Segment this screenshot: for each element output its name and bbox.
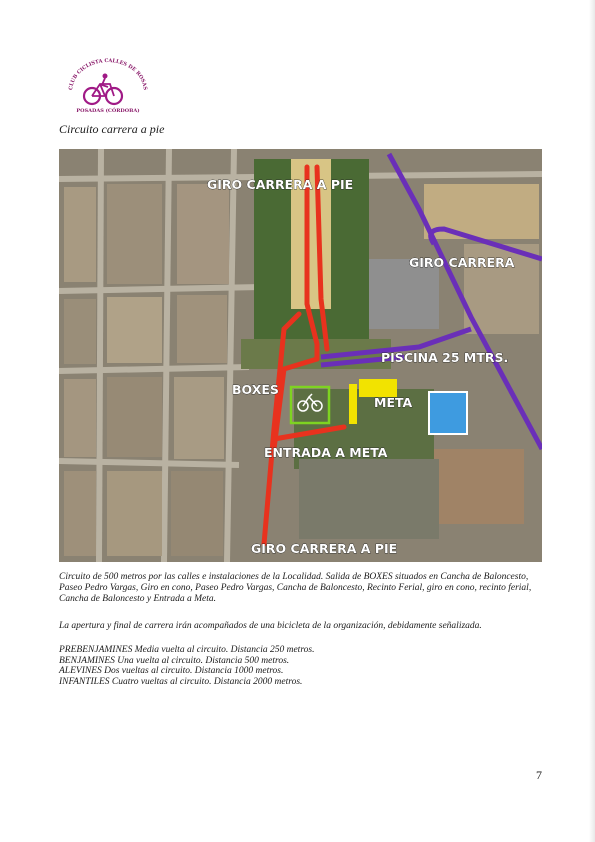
organization-note: La apertura y final de carrera irán acompañados de una bicicleta de la organización, debidamente señalizada. [59, 621, 482, 631]
category-item: INFANTILES Cuatro vueltas al circuito. Distancia 2000 metros. [59, 676, 303, 687]
section-title: Circuito carrera a pie [59, 122, 165, 136]
map-label-giro-right: GIRO CARRERA [409, 255, 515, 270]
map-label-giro-bottom: GIRO CARRERA A PIE [251, 541, 398, 556]
category-list [59, 645, 314, 687]
circuit-map-graphic [59, 149, 542, 562]
map-label-piscina: PISCINA 25 MTRS. [381, 350, 509, 365]
circuit-description: Circuito de 500 metros por las calles e instalaciones de la Localidad. Salida de BOXES situados en Cancha de Baloncesto, Paseo Pedro Vargas, Giro en cono, Paseo Pedro Vargas, Cancha de Baloncesto, Recinto Ferial, giro en cono, recinto ferial, Cancha de Baloncesto y Entrada a Meta. [59, 572, 532, 605]
map-label-giro-top: GIRO CARRERA A PIE [207, 177, 354, 192]
svg-text:CLUB CICLISTA CALLES DE ROSAS: CLUB CICLISTA CALLES DE ROSAS [68, 57, 148, 91]
page-edge-shadow [589, 0, 595, 842]
category-item: BENJAMINES Una vuelta al circuito. Distancia 500 metros. [59, 655, 290, 666]
category-item: PREBENJAMINES Media vuelta al circuito. Distancia 250 metros. [59, 645, 315, 655]
map-label-entrada: ENTRADA A META [264, 445, 388, 460]
map-label-boxes: BOXES [232, 382, 279, 397]
meta-marker-strip [349, 384, 357, 424]
svg-text:POSADAS (CÓRDOBA): POSADAS (CÓRDOBA) [76, 108, 140, 114]
category-item: ALEVINES Dos vueltas al circuito. Distancia 1000 metros. [59, 666, 284, 677]
club-logo [58, 50, 158, 116]
map-label-meta: META [374, 395, 413, 410]
circuit-map [59, 149, 542, 562]
swimming-pool [429, 392, 467, 434]
page-number: 7 [536, 768, 542, 782]
club-logo-graphic [58, 50, 158, 116]
